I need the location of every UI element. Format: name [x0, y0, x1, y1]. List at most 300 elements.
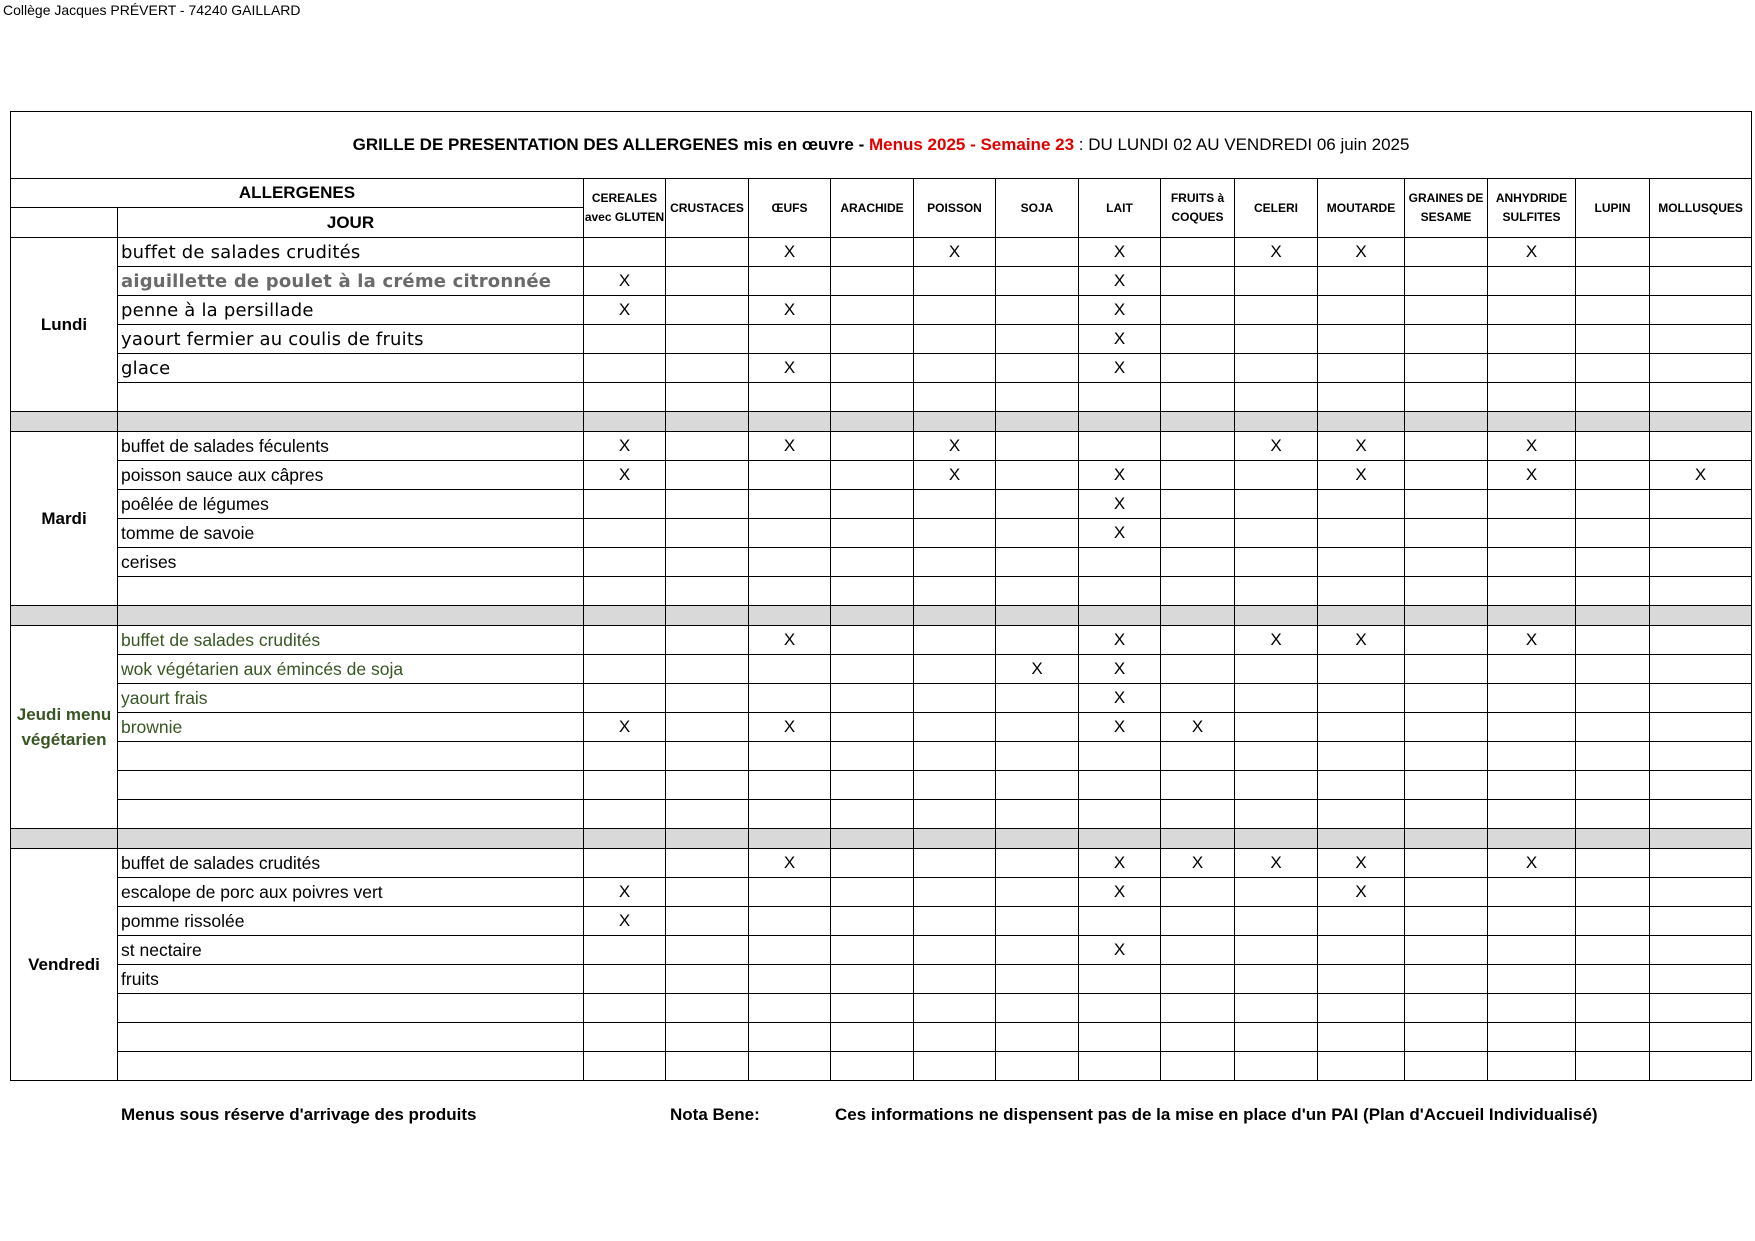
allergen-cell: [1235, 548, 1318, 577]
allergen-cell: [1650, 577, 1752, 606]
allergen-cell: [666, 626, 749, 655]
allergen-cell: [1405, 383, 1488, 412]
allergen-mark: X: [584, 267, 666, 296]
allergen-mark: X: [914, 238, 996, 267]
allergen-cell: [1318, 936, 1405, 965]
allergen-mark: X: [584, 713, 666, 742]
allergen-mark: X: [749, 626, 831, 655]
allergen-cell: [996, 936, 1079, 965]
allergen-cell: [1650, 849, 1752, 878]
allergen-cell: [1650, 519, 1752, 548]
allergen-cell: [914, 354, 996, 383]
allergen-cell: [1318, 713, 1405, 742]
allergen-cell: [914, 626, 996, 655]
allergen-cell: [1576, 1023, 1650, 1052]
allergen-cell: [666, 849, 749, 878]
allergen-cell: [914, 771, 996, 800]
allergen-cell: [1488, 655, 1576, 684]
allergen-cell: [1235, 994, 1318, 1023]
allergen-cell: [1650, 296, 1752, 325]
allergen-cell: [1235, 296, 1318, 325]
allergen-cell: [996, 1023, 1079, 1052]
separator-cell: [749, 829, 831, 849]
table-row: [11, 936, 1752, 965]
allergen-cell: [1405, 461, 1488, 490]
allergen-cell: [1405, 936, 1488, 965]
dish-name: tomme de savoie: [118, 519, 584, 548]
allergen-cell: [1405, 994, 1488, 1023]
table-row: [11, 771, 1752, 800]
allergen-cell: [749, 800, 831, 829]
allergen-cell: [584, 936, 666, 965]
allergen-mark: X: [1488, 626, 1576, 655]
allergen-mark: X: [1079, 354, 1161, 383]
dish-name: pomme rissolée: [118, 907, 584, 936]
allergen-cell: [831, 490, 914, 519]
allergen-cell: [1650, 1023, 1752, 1052]
table-row: [11, 800, 1752, 829]
dish-name: buffet de salades féculents: [118, 432, 584, 461]
allergen-cell: [584, 684, 666, 713]
allergen-cell: [1405, 432, 1488, 461]
day-label: Jeudi menu végétarien: [11, 626, 118, 829]
allergen-cell: [831, 936, 914, 965]
allergen-cell: [996, 965, 1079, 994]
allergen-cell: [1405, 354, 1488, 383]
allergen-cell: [584, 1052, 666, 1081]
table-row: [11, 907, 1752, 936]
allergen-cell: [914, 325, 996, 354]
allergen-cell: [666, 907, 749, 936]
table-row: [11, 655, 1752, 684]
allergen-cell: [749, 577, 831, 606]
allergen-cell: [831, 713, 914, 742]
allergen-mark: X: [1079, 519, 1161, 548]
allergen-cell: [1488, 878, 1576, 907]
allergen-cell: [1650, 383, 1752, 412]
allergen-cell: [1161, 238, 1235, 267]
allergen-cell: [1576, 994, 1650, 1023]
allergen-cell: [1405, 577, 1488, 606]
allergen-mark: X: [1079, 490, 1161, 519]
allergen-cell: [584, 655, 666, 684]
allergen-cell: [996, 267, 1079, 296]
allergen-column-header: CRUSTACES: [666, 179, 749, 238]
jour-header: JOUR: [118, 208, 584, 238]
allergen-column-header: ANHYDRIDE SULFITES: [1488, 179, 1576, 238]
allergen-cell: [1488, 771, 1576, 800]
table-row: [11, 383, 1752, 412]
allergen-cell: [1650, 742, 1752, 771]
allergen-cell: [749, 1052, 831, 1081]
table-row: [11, 1023, 1752, 1052]
dish-name: poêlée de légumes: [118, 490, 584, 519]
allergen-cell: [1576, 238, 1650, 267]
dish-name: [118, 577, 584, 606]
day-separator: [11, 412, 1752, 432]
separator-cell: [1576, 412, 1650, 432]
separator-cell: [914, 412, 996, 432]
allergen-cell: [666, 519, 749, 548]
dish-name: [118, 994, 584, 1023]
allergen-cell: [831, 577, 914, 606]
allergen-cell: [666, 655, 749, 684]
dish-name: aiguillette de poulet à la créme citronnée: [118, 267, 584, 296]
allergen-mark: X: [1079, 655, 1161, 684]
allergen-cell: [831, 383, 914, 412]
separator-cell: [1235, 829, 1318, 849]
allergen-cell: [1488, 1023, 1576, 1052]
allergen-cell: [1488, 325, 1576, 354]
allergen-cell: [1235, 519, 1318, 548]
separator-cell: [1405, 829, 1488, 849]
table-row: [11, 490, 1752, 519]
allergen-cell: [1235, 771, 1318, 800]
allergen-cell: [1650, 800, 1752, 829]
title-week: Menus 2025 - Semaine 23: [868, 135, 1075, 154]
allergen-cell: [914, 936, 996, 965]
table-row: [11, 742, 1752, 771]
allergen-cell: [831, 907, 914, 936]
separator-cell: [1488, 829, 1576, 849]
separator-cell: [11, 412, 118, 432]
allergen-cell: [1405, 800, 1488, 829]
allergen-cell: [1405, 907, 1488, 936]
allergen-cell: [1576, 771, 1650, 800]
table-row: [11, 849, 1752, 878]
allergen-cell: [1650, 267, 1752, 296]
allergen-column-header: POISSON: [914, 179, 996, 238]
allergen-cell: [1576, 461, 1650, 490]
allergen-cell: [831, 1023, 914, 1052]
allergen-cell: [831, 684, 914, 713]
allergen-cell: [1488, 577, 1576, 606]
allergen-cell: [1318, 771, 1405, 800]
allergen-mark: X: [1079, 461, 1161, 490]
day-label: Mardi: [11, 432, 118, 606]
allergen-cell: [1235, 878, 1318, 907]
allergen-cell: [1161, 461, 1235, 490]
allergen-cell: [1235, 577, 1318, 606]
allergen-cell: [1161, 1052, 1235, 1081]
separator-cell: [584, 412, 666, 432]
separator-cell: [584, 606, 666, 626]
allergen-cell: [1650, 354, 1752, 383]
separator-cell: [1161, 829, 1235, 849]
allergen-cell: [996, 432, 1079, 461]
separator-cell: [831, 412, 914, 432]
allergen-cell: [1576, 800, 1650, 829]
allergen-cell: [914, 655, 996, 684]
allergen-cell: [914, 490, 996, 519]
allergen-mark: X: [1079, 936, 1161, 965]
separator-cell: [118, 412, 584, 432]
allergen-cell: [1405, 238, 1488, 267]
allergen-cell: [996, 296, 1079, 325]
allergen-cell: [831, 800, 914, 829]
separator-cell: [914, 606, 996, 626]
separator-cell: [996, 412, 1079, 432]
allergen-cell: [1650, 548, 1752, 577]
separator-cell: [1161, 606, 1235, 626]
separator-cell: [118, 829, 584, 849]
allergen-cell: [1576, 577, 1650, 606]
allergen-cell: [666, 800, 749, 829]
allergen-cell: [1405, 655, 1488, 684]
allergen-cell: [1576, 490, 1650, 519]
jour-spacer: [11, 208, 118, 238]
allergen-mark: X: [1488, 461, 1576, 490]
allergen-cell: [1405, 849, 1488, 878]
grid-title: [11, 112, 1752, 179]
allergen-cell: [1161, 519, 1235, 548]
allergen-cell: [1235, 383, 1318, 412]
separator-cell: [1079, 606, 1161, 626]
allergen-cell: [1079, 907, 1161, 936]
allergen-cell: [584, 548, 666, 577]
allergen-cell: [1488, 713, 1576, 742]
allergen-cell: [996, 490, 1079, 519]
allergen-cell: [1161, 577, 1235, 606]
allergen-cell: [831, 296, 914, 325]
allergen-cell: [996, 519, 1079, 548]
school-header: Collège Jacques PRÉVERT - 74240 GAILLARD: [3, 2, 301, 18]
allergen-cell: [914, 296, 996, 325]
dish-name: [118, 800, 584, 829]
allergen-cell: [914, 519, 996, 548]
table-row: [11, 325, 1752, 354]
allergen-cell: [914, 907, 996, 936]
allergen-cell: [996, 548, 1079, 577]
allergen-mark: X: [1079, 267, 1161, 296]
allergen-cell: [1318, 383, 1405, 412]
allergen-column-header: GRAINES DE SESAME: [1405, 179, 1488, 238]
allergen-mark: X: [749, 354, 831, 383]
allergen-cell: [584, 626, 666, 655]
allergen-cell: [584, 325, 666, 354]
allergen-cell: [749, 267, 831, 296]
separator-cell: [996, 829, 1079, 849]
allergen-cell: [749, 548, 831, 577]
allergen-cell: [831, 461, 914, 490]
allergen-cell: [914, 577, 996, 606]
allergen-cell: [1488, 936, 1576, 965]
allergen-column-header: LUPIN: [1576, 179, 1650, 238]
allergen-cell: [749, 655, 831, 684]
allergen-cell: [1161, 325, 1235, 354]
allergen-cell: [1318, 325, 1405, 354]
allergen-cell: [831, 325, 914, 354]
allergen-cell: [1161, 1023, 1235, 1052]
allergen-cell: [749, 771, 831, 800]
allergen-cell: [666, 432, 749, 461]
allergen-cell: [1488, 267, 1576, 296]
allergen-cell: [1488, 742, 1576, 771]
allergen-cell: [1576, 849, 1650, 878]
allergen-cell: [1161, 267, 1235, 296]
allergen-mark: X: [914, 432, 996, 461]
allergen-mark: X: [1488, 849, 1576, 878]
allergen-cell: [584, 742, 666, 771]
allergen-cell: [749, 461, 831, 490]
allergen-cell: [1405, 965, 1488, 994]
allergen-cell: [914, 878, 996, 907]
separator-cell: [666, 412, 749, 432]
allergen-cell: [584, 238, 666, 267]
table-row: [11, 461, 1752, 490]
allergen-cell: [1650, 907, 1752, 936]
footer-nota-bene: Nota Bene:: [670, 1105, 760, 1124]
allergen-cell: [1405, 296, 1488, 325]
allergen-column-header: ARACHIDE: [831, 179, 914, 238]
allergen-cell: [666, 577, 749, 606]
allergen-cell: [914, 383, 996, 412]
separator-cell: [1079, 829, 1161, 849]
day-separator: [11, 829, 1752, 849]
allergen-cell: [1576, 684, 1650, 713]
separator-cell: [749, 606, 831, 626]
allergen-cell: [1576, 713, 1650, 742]
allergen-cell: [1488, 490, 1576, 519]
allergenes-header: ALLERGENES: [11, 179, 584, 208]
allergen-cell: [914, 713, 996, 742]
allergen-cell: [1405, 713, 1488, 742]
allergen-cell: [1488, 965, 1576, 994]
separator-cell: [1576, 829, 1650, 849]
allergen-cell: [666, 1052, 749, 1081]
allergen-cell: [1235, 965, 1318, 994]
allergen-cell: [1650, 878, 1752, 907]
dish-name: [118, 1023, 584, 1052]
allergen-cell: [831, 994, 914, 1023]
allergen-cell: [996, 713, 1079, 742]
allergen-cell: [1235, 655, 1318, 684]
allergen-cell: [1405, 684, 1488, 713]
allergen-mark: X: [1488, 432, 1576, 461]
allergen-cell: [1650, 432, 1752, 461]
allergen-mark: X: [1235, 849, 1318, 878]
allergen-cell: [1235, 325, 1318, 354]
allergen-cell: [1576, 383, 1650, 412]
allergen-cell: [1235, 907, 1318, 936]
separator-cell: [996, 606, 1079, 626]
allergen-cell: [584, 849, 666, 878]
allergen-cell: [1161, 965, 1235, 994]
allergen-mark: X: [1318, 626, 1405, 655]
table-row: [11, 684, 1752, 713]
allergen-cell: [1318, 684, 1405, 713]
allergen-cell: [914, 742, 996, 771]
allergen-cell: [1318, 354, 1405, 383]
allergen-mark: X: [584, 461, 666, 490]
table-row: [11, 577, 1752, 606]
allergen-mark: X: [584, 432, 666, 461]
allergen-cell: [914, 1052, 996, 1081]
allergen-cell: [831, 548, 914, 577]
allergen-cell: [1405, 742, 1488, 771]
allergen-mark: X: [584, 878, 666, 907]
allergen-cell: [1079, 965, 1161, 994]
allergen-cell: [996, 994, 1079, 1023]
allergen-cell: [666, 548, 749, 577]
allergen-cell: [1235, 490, 1318, 519]
allergen-cell: [666, 936, 749, 965]
dish-name: [118, 771, 584, 800]
allergen-cell: [1650, 713, 1752, 742]
table-row: [11, 1052, 1752, 1081]
separator-cell: [11, 606, 118, 626]
allergen-cell: [584, 800, 666, 829]
allergen-cell: [1650, 1052, 1752, 1081]
allergen-cell: [831, 238, 914, 267]
separator-cell: [1235, 412, 1318, 432]
dish-name: buffet de salades crudités: [118, 238, 584, 267]
allergen-cell: [996, 461, 1079, 490]
allergen-column-header: CEREALES avec GLUTEN: [584, 179, 666, 238]
allergen-mark: X: [1079, 238, 1161, 267]
allergen-cell: [914, 267, 996, 296]
allergen-cell: [996, 577, 1079, 606]
allergen-mark: X: [1650, 461, 1752, 490]
allergen-cell: [831, 742, 914, 771]
allergen-cell: [584, 383, 666, 412]
allergen-cell: [831, 965, 914, 994]
separator-cell: [584, 829, 666, 849]
allergen-cell: [1405, 626, 1488, 655]
allergen-cell: [914, 849, 996, 878]
separator-cell: [1405, 412, 1488, 432]
separator-cell: [1235, 606, 1318, 626]
separator-cell: [1405, 606, 1488, 626]
allergen-cell: [996, 1052, 1079, 1081]
allergen-column-header: LAIT: [1079, 179, 1161, 238]
allergen-cell: [831, 1052, 914, 1081]
day-separator: [11, 606, 1752, 626]
allergen-cell: [1488, 1052, 1576, 1081]
allergen-cell: [1161, 490, 1235, 519]
separator-cell: [1650, 412, 1752, 432]
allergen-cell: [914, 965, 996, 994]
allergen-cell: [1650, 965, 1752, 994]
allergen-cell: [831, 878, 914, 907]
dish-name: poisson sauce aux câpres: [118, 461, 584, 490]
allergen-cell: [831, 655, 914, 684]
allergen-cell: [1318, 577, 1405, 606]
separator-cell: [11, 829, 118, 849]
allergen-cell: [666, 461, 749, 490]
allergen-cell: [996, 800, 1079, 829]
allergen-mark: X: [749, 849, 831, 878]
allergen-cell: [1318, 965, 1405, 994]
allergen-cell: [996, 878, 1079, 907]
allergen-cell: [1488, 519, 1576, 548]
allergen-cell: [831, 849, 914, 878]
table-row: [11, 626, 1752, 655]
allergen-cell: [1318, 1023, 1405, 1052]
dish-name: yaourt frais: [118, 684, 584, 713]
allergen-cell: [1576, 548, 1650, 577]
allergen-cell: [1576, 519, 1650, 548]
allergen-cell: [1650, 684, 1752, 713]
table-row: [11, 519, 1752, 548]
footer-note-arrivage: Menus sous réserve d'arrivage des produits: [121, 1105, 477, 1124]
allergen-cell: [996, 907, 1079, 936]
separator-cell: [1079, 412, 1161, 432]
allergen-cell: [1405, 267, 1488, 296]
allergen-cell: [1161, 771, 1235, 800]
table-row: [11, 432, 1752, 461]
allergen-column-header: SOJA: [996, 179, 1079, 238]
